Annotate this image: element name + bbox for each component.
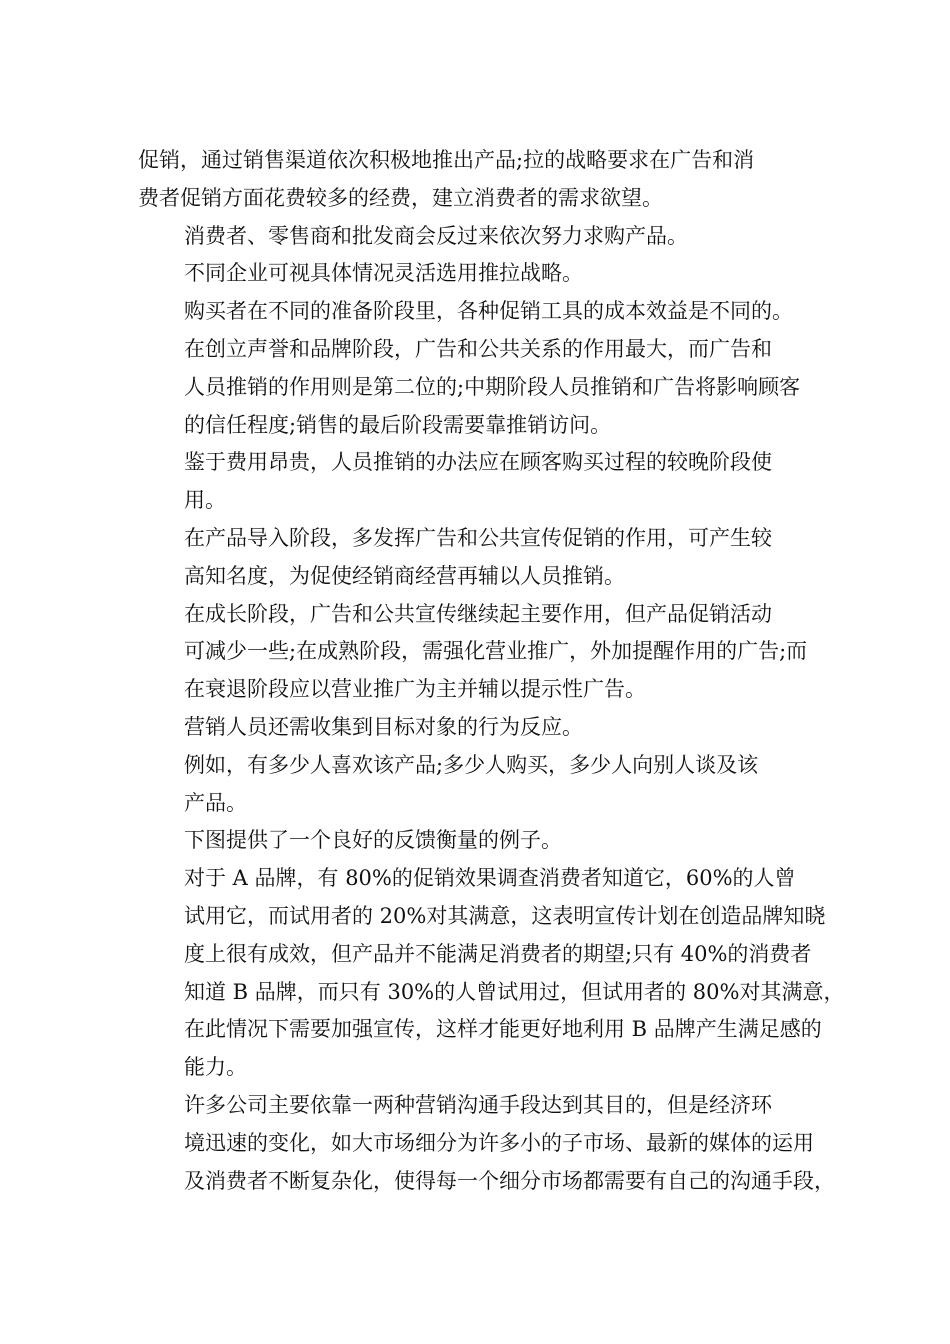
- text-line: 知道 B 品牌，而只有 30%的人曾试用过，但试用者的 80%对其满意，: [184, 979, 845, 1004]
- text-line: 高知名度，为促使经销商经营再辅以人员推销。: [184, 563, 625, 588]
- text-line: 购买者在不同的准备阶段里，各种促销工具的成本效益是不同的。: [184, 299, 793, 324]
- text-line: 能力。: [184, 1055, 247, 1080]
- text-line: 度上很有成效，但产品并不能满足消费者的期望;只有 40%的消费者: [184, 941, 812, 966]
- text-line: 可减少一些;在成熟阶段，需强化营业推广，外加提醒作用的广告;而: [184, 639, 808, 664]
- text-line: 产品。: [184, 790, 247, 815]
- paragraph: [138, 218, 828, 256]
- paragraph: [138, 860, 845, 1087]
- paragraph: [138, 1087, 835, 1200]
- text-line: 促销，通过销售渠道依次积极地推出产品;拉的战略要求在广告和消: [138, 148, 755, 172]
- text-line: 试用它，而试用者的 20%对其满意，这表明宣传计划在创造品牌知晓: [184, 903, 826, 928]
- text-line: 例如，有多少人喜欢该产品;多少人购买，多少人向别人谈及该: [184, 752, 759, 777]
- text-line: 人员推销的作用则是第二位的;中期阶段人员推销和广告将影响顾客: [184, 374, 801, 399]
- text-line: 许多公司主要依靠一两种营销沟通手段达到其目的，但是经济环: [184, 1092, 772, 1117]
- text-line: 在创立声誉和品牌阶段，广告和公共关系的作用最大，而广告和: [184, 336, 772, 361]
- paragraph: [138, 747, 828, 823]
- paragraph: [138, 255, 828, 293]
- text-line: 及消费者不断复杂化，使得每一个细分市场都需要有自己的沟通手段，: [184, 1168, 835, 1193]
- text-line: 费者促销方面花费较多的经费，建立消费者的需求欲望。: [138, 185, 663, 210]
- paragraph: [138, 822, 828, 860]
- text-line: 鉴于费用昂贵，人员推销的办法应在顾客购买过程的较晚阶段使: [184, 450, 772, 475]
- text-line: 下图提供了一个良好的反馈衡量的例子。: [184, 828, 562, 853]
- paragraph: [138, 709, 828, 747]
- text-line: 营销人员还需收集到目标对象的行为反应。: [184, 714, 583, 739]
- text-line: 消费者、零售商和批发商会反过来依次努力求购产品。: [184, 223, 688, 248]
- paragraph: [138, 596, 828, 709]
- text-line: 对于 A 品牌，有 80%的促销效果调查消费者知道它，60%的人曾: [184, 866, 796, 891]
- document-body: [138, 142, 845, 1200]
- text-line: 境迅速的变化，如大市场细分为许多小的子市场、最新的媒体的运用: [184, 1130, 814, 1155]
- paragraph: [138, 520, 828, 596]
- paragraph: [138, 142, 828, 218]
- text-line: 在衰退阶段应以营业推广为主并辅以提示性广告。: [184, 677, 646, 702]
- text-line: 在产品导入阶段，多发挥广告和公共宣传促销的作用，可产生较: [184, 525, 772, 550]
- text-line: 用。: [184, 488, 226, 513]
- paragraph: [138, 293, 828, 331]
- text-line: 的信任程度;销售的最后阶段需要靠推销访问。: [184, 412, 612, 437]
- text-line: 在此情况下需要加强宣传，这样才能更好地利用 B 品牌产生满足感的: [184, 1017, 822, 1042]
- paragraph: [138, 444, 828, 520]
- text-line: 在成长阶段，广告和公共宣传继续起主要作用，但产品促销活动: [184, 601, 772, 626]
- paragraph: [138, 331, 828, 444]
- text-line: 不同企业可视具体情况灵活选用推拉战略。: [184, 261, 583, 286]
